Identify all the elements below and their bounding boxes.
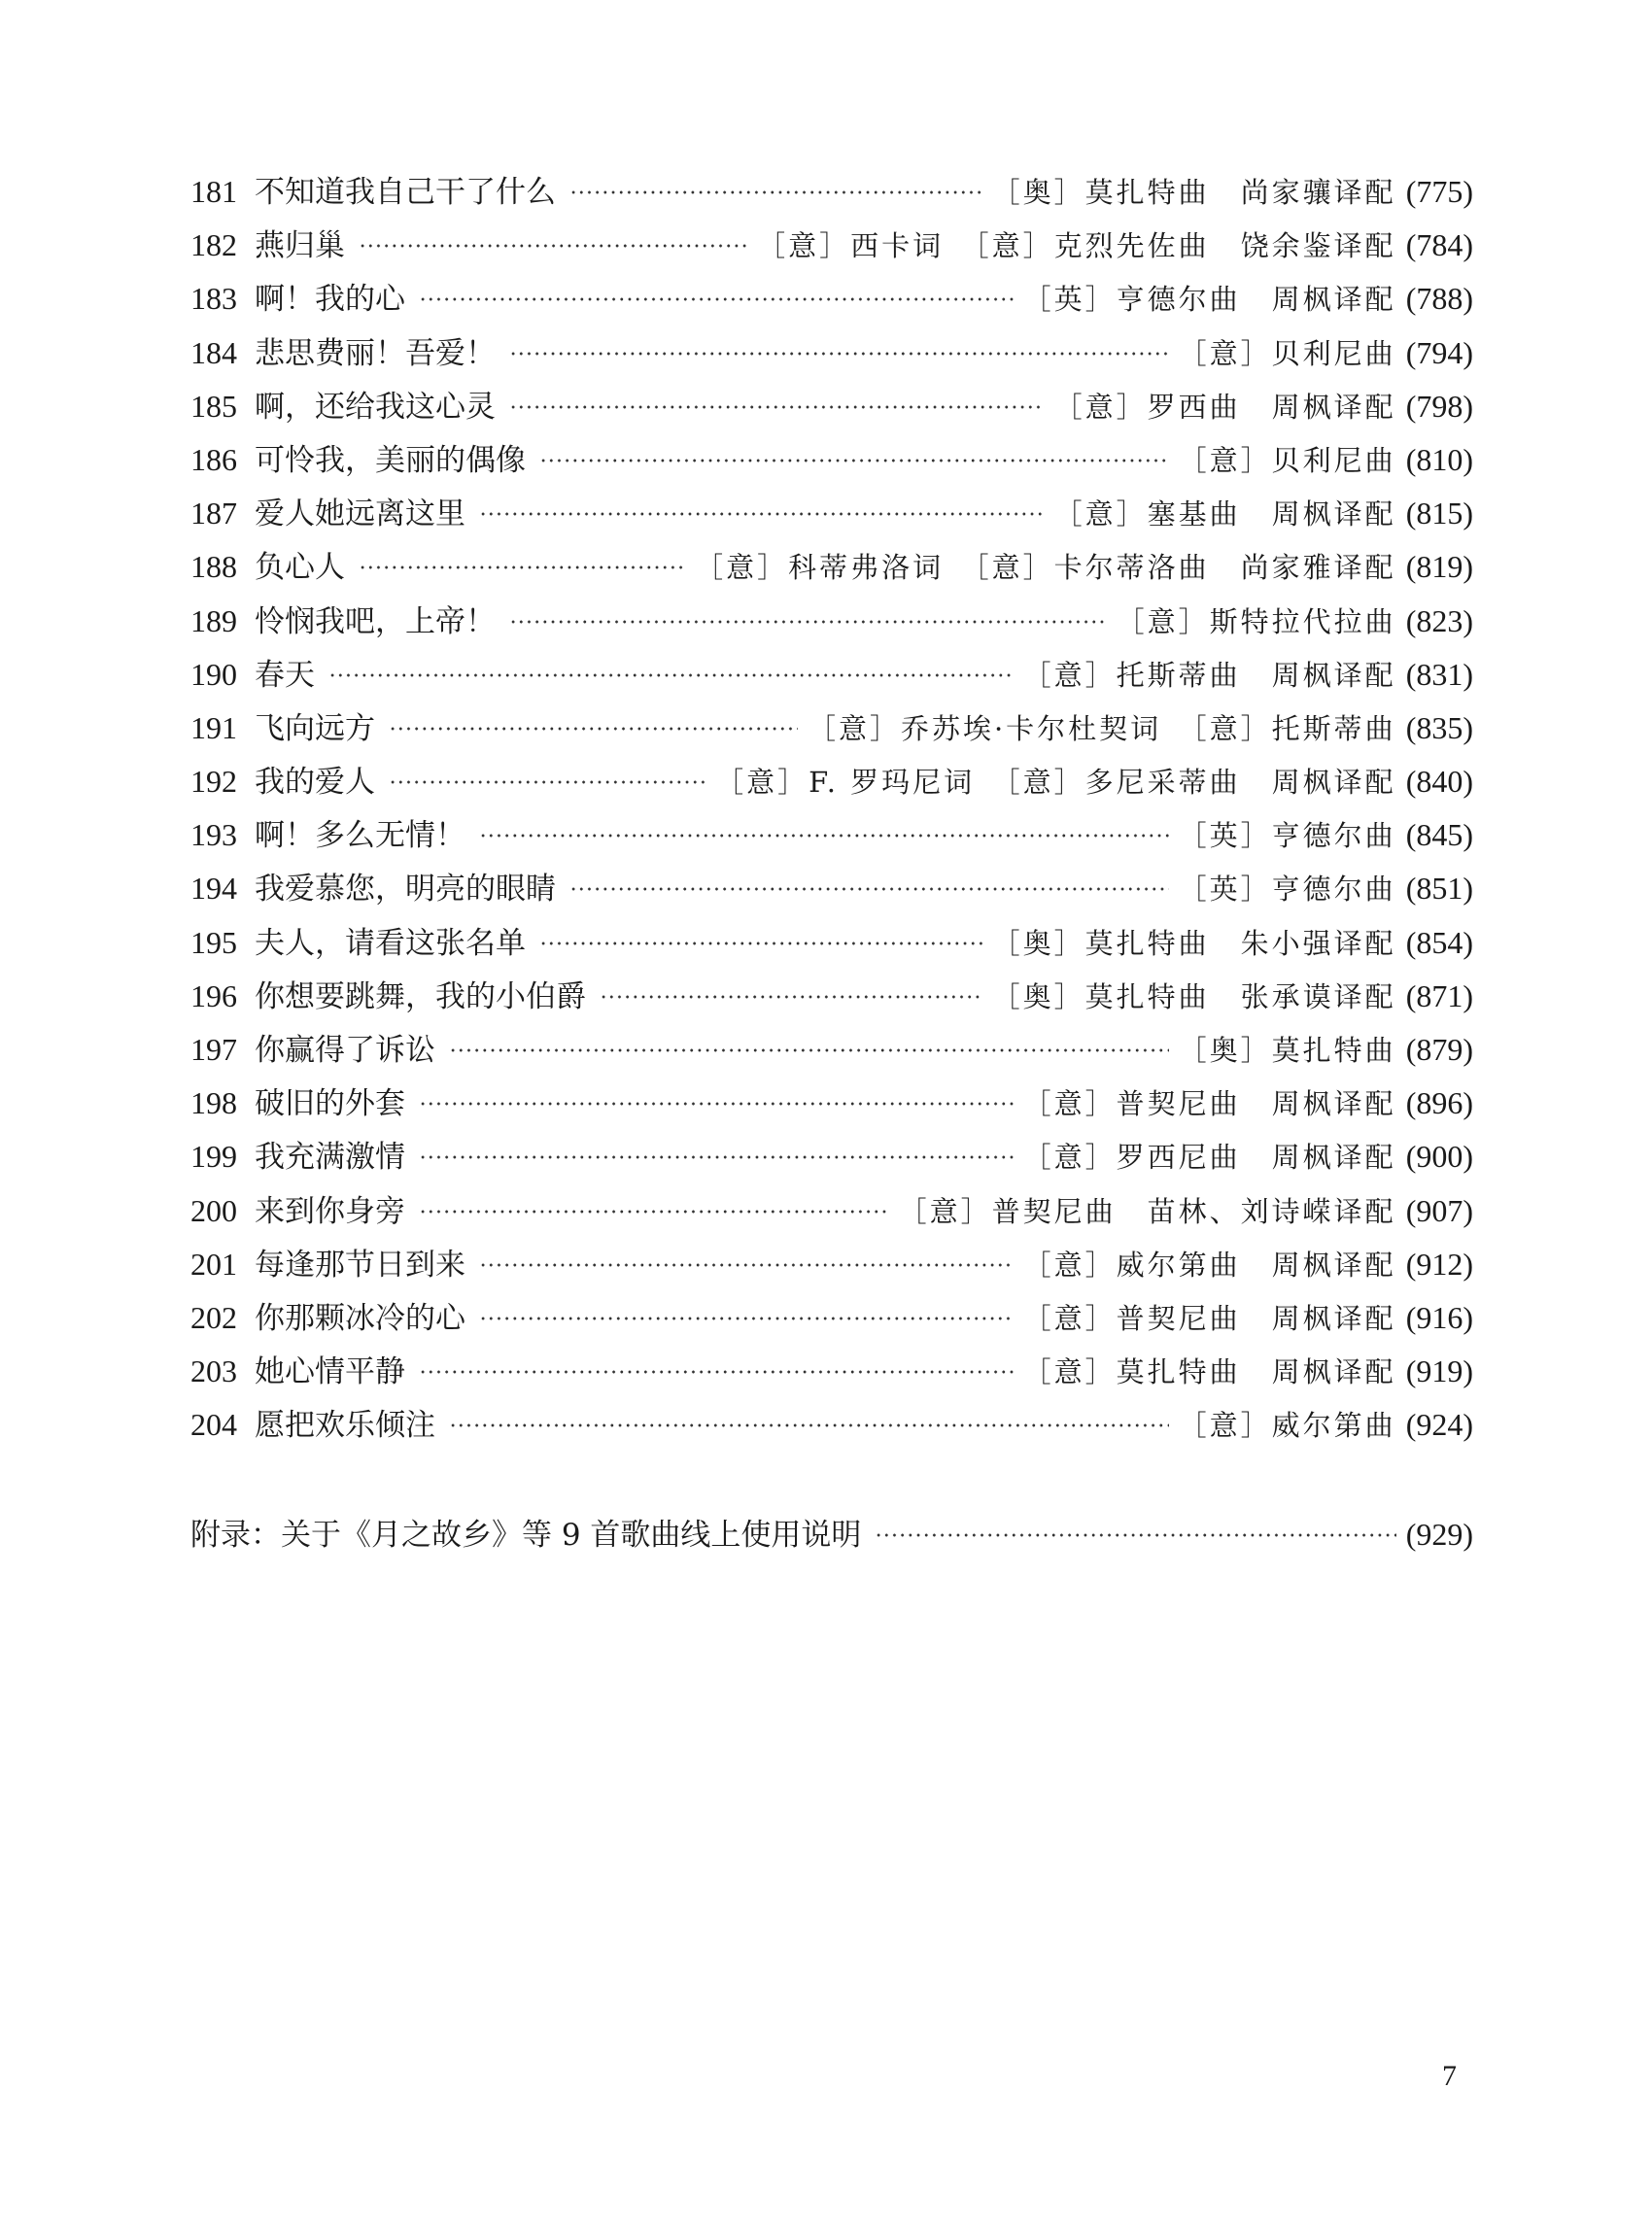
toc-entry — [190, 648, 1473, 702]
entry-title: 夫人，请看这张名单 — [255, 925, 526, 961]
entry-credit: ［英］亨德尔曲 — [1178, 819, 1396, 853]
toc-entry — [190, 1398, 1473, 1452]
toc-entry — [190, 1238, 1473, 1291]
entry-credit: ［意］普契尼曲 苗林、刘诗嵘译配 — [898, 1194, 1396, 1228]
entry-credit: ［意］威尔第曲 周枫译配 — [1022, 1248, 1396, 1282]
appendix-title: 附录：关于《月之故乡》等 9 首歌曲线上使用说明 — [190, 1518, 862, 1553]
toc-entry — [190, 808, 1473, 862]
entry-credit: ［奥］莫扎特曲 朱小强译配 — [991, 926, 1396, 960]
entry-credit: ［意］托斯蒂曲 周枫译配 — [1022, 658, 1396, 692]
dot-leader — [479, 1262, 1014, 1268]
entry-page: (840) — [1405, 764, 1473, 800]
dot-leader — [419, 1101, 1014, 1107]
entry-number: 198 — [190, 1085, 237, 1121]
entry-credit: ［意］贝利尼曲 — [1178, 443, 1396, 477]
dot-leader — [479, 833, 1169, 839]
entry-number: 191 — [190, 709, 237, 745]
entry-credit: ［意］罗西尼曲 周枫译配 — [1022, 1141, 1396, 1175]
dot-leader — [539, 941, 982, 946]
entry-number: 188 — [190, 549, 237, 585]
entry-title: 你赢得了诉讼 — [255, 1033, 435, 1068]
entry-page: (896) — [1405, 1085, 1473, 1121]
entry-page: (871) — [1405, 977, 1473, 1013]
dot-leader — [359, 243, 747, 249]
entry-credit: ［意］科蒂弗洛词 ［意］卡尔蒂洛曲 尚家雅译配 — [695, 551, 1396, 585]
entry-title: 来到你身旁 — [255, 1193, 405, 1229]
entry-title: 每逢那节日到来 — [255, 1247, 465, 1283]
entry-title: 可怜我，美丽的偶像 — [255, 442, 526, 478]
toc-entry — [190, 970, 1473, 1023]
entry-page: (784) — [1405, 227, 1473, 263]
entry-number: 194 — [190, 871, 237, 907]
toc-entry — [190, 487, 1473, 540]
entry-number: 202 — [190, 1299, 237, 1335]
entry-page: (810) — [1405, 441, 1473, 477]
entry-page: (823) — [1405, 602, 1473, 638]
entry-title: 不知道我自己干了什么 — [255, 175, 556, 210]
entry-page: (907) — [1405, 1192, 1473, 1228]
page-number: 7 — [1442, 2060, 1457, 2092]
entry-page: (854) — [1405, 924, 1473, 960]
entry-title: 啊！我的心 — [255, 282, 405, 318]
entry-number: 187 — [190, 496, 237, 531]
entry-credit: ［意］普契尼曲 周枫译配 — [1022, 1087, 1396, 1121]
entry-credit: ［意］斯特拉代拉曲 — [1116, 604, 1396, 638]
entry-page: (851) — [1405, 871, 1473, 907]
entry-number: 203 — [190, 1353, 237, 1389]
toc-entry — [190, 540, 1473, 594]
entry-number: 193 — [190, 817, 237, 853]
toc-entry — [190, 326, 1473, 380]
entry-number: 204 — [190, 1407, 237, 1443]
entry-title: 你想要跳舞，我的小伯爵 — [255, 978, 586, 1014]
entry-number: 184 — [190, 334, 237, 370]
toc-entry — [190, 862, 1473, 915]
entry-number: 201 — [190, 1246, 237, 1282]
entry-title: 飞向远方 — [255, 710, 375, 746]
dot-leader — [569, 886, 1169, 892]
entry-number: 197 — [190, 1032, 237, 1067]
appendix-page: (929) — [1405, 1517, 1473, 1552]
entry-credit: ［意］威尔第曲 — [1178, 1409, 1396, 1443]
entry-credit: ［意］莫扎特曲 周枫译配 — [1022, 1355, 1396, 1389]
dot-leader — [389, 779, 706, 785]
dot-leader — [539, 458, 1169, 463]
dot-leader — [509, 351, 1169, 357]
entry-title: 啊，还给我这心灵 — [255, 389, 496, 425]
entry-title: 悲思费丽！吾爱！ — [255, 335, 496, 371]
entry-page: (919) — [1405, 1353, 1473, 1389]
toc-entry — [190, 165, 1473, 219]
toc-entry — [190, 272, 1473, 325]
dot-leader — [419, 1154, 1014, 1160]
toc-entry — [190, 1508, 1473, 1561]
entry-title: 我充满激情 — [255, 1140, 405, 1176]
dot-leader — [419, 1369, 1014, 1375]
entry-page: (819) — [1405, 549, 1473, 585]
entry-credit: ［意］普契尼曲 周枫译配 — [1022, 1301, 1396, 1335]
toc-entry — [190, 1184, 1473, 1238]
toc-entry — [190, 380, 1473, 433]
entry-page: (831) — [1405, 656, 1473, 692]
entry-credit: ［奥］莫扎特曲 尚家骧译配 — [991, 176, 1396, 209]
toc-entry — [190, 1291, 1473, 1345]
entry-title: 愿把欢乐倾注 — [255, 1408, 435, 1444]
entry-credit: ［奥］莫扎特曲 张承谟译配 — [991, 979, 1396, 1013]
dot-leader — [509, 619, 1107, 625]
entry-number: 189 — [190, 602, 237, 638]
entry-credit: ［奥］莫扎特曲 — [1178, 1034, 1396, 1067]
toc-entry — [190, 595, 1473, 648]
dot-leader — [419, 296, 1014, 302]
entry-number: 185 — [190, 388, 237, 424]
entry-number: 186 — [190, 441, 237, 477]
entry-page: (794) — [1405, 334, 1473, 370]
entry-title: 我的爱人 — [255, 765, 375, 801]
dot-leader — [479, 1316, 1014, 1321]
entry-title: 啊！多么无情！ — [255, 818, 465, 854]
entry-credit: ［意］西卡词 ［意］克烈先佐曲 饶余鉴译配 — [757, 229, 1396, 263]
entry-page: (916) — [1405, 1299, 1473, 1335]
entry-title: 爱人她远离这里 — [255, 497, 465, 532]
entry-page: (788) — [1405, 281, 1473, 317]
entry-title: 破旧的外套 — [255, 1086, 405, 1122]
toc-entry — [190, 1077, 1473, 1130]
toc-entry — [190, 1130, 1473, 1183]
appendix-entry — [190, 1508, 1473, 1561]
entry-title: 负心人 — [255, 550, 345, 586]
entry-number: 195 — [190, 924, 237, 960]
dot-leader — [875, 1532, 1395, 1538]
entry-page: (924) — [1405, 1407, 1473, 1443]
table-of-contents — [190, 165, 1473, 1453]
entry-title: 春天 — [255, 657, 315, 693]
dot-leader — [328, 672, 1014, 678]
entry-credit: ［意］F. 罗玛尼词 ［意］多尼采蒂曲 周枫译配 — [715, 766, 1396, 800]
entry-page: (879) — [1405, 1032, 1473, 1067]
toc-entry — [190, 219, 1473, 272]
toc-entry — [190, 702, 1473, 755]
entry-page: (835) — [1405, 709, 1473, 745]
toc-entry — [190, 755, 1473, 808]
entry-title: 怜悯我吧，上帝！ — [255, 603, 496, 639]
entry-title: 你那颗冰冷的心 — [255, 1300, 465, 1336]
entry-credit: ［英］亨德尔曲 周枫译配 — [1022, 283, 1396, 317]
toc-entry — [190, 433, 1473, 487]
entry-title: 我爱慕您，明亮的眼睛 — [255, 872, 556, 908]
entry-title: 她心情平静 — [255, 1354, 405, 1390]
entry-number: 190 — [190, 656, 237, 692]
entry-number: 200 — [190, 1192, 237, 1228]
entry-credit: ［意］贝利尼曲 — [1178, 336, 1396, 370]
entry-credit: ［意］塞基曲 周枫译配 — [1053, 497, 1396, 531]
entry-page: (775) — [1405, 174, 1473, 209]
entry-credit: ［英］亨德尔曲 — [1178, 873, 1396, 907]
entry-number: 196 — [190, 977, 237, 1013]
dot-leader — [389, 726, 798, 732]
toc-entry — [190, 1023, 1473, 1077]
entry-number: 199 — [190, 1139, 237, 1175]
toc-entry — [190, 916, 1473, 970]
entry-page: (798) — [1405, 388, 1473, 424]
entry-credit: ［意］罗西曲 周枫译配 — [1053, 390, 1396, 424]
entry-credit: ［意］乔苏埃·卡尔杜契词 ［意］托斯蒂曲 — [807, 711, 1396, 745]
dot-leader — [479, 511, 1045, 517]
dot-leader — [600, 994, 982, 1000]
entry-page: (900) — [1405, 1139, 1473, 1175]
dot-leader — [509, 404, 1045, 410]
entry-page: (815) — [1405, 496, 1473, 531]
dot-leader — [449, 1422, 1169, 1428]
toc-entry — [190, 1345, 1473, 1398]
entry-title: 燕归巢 — [255, 228, 345, 264]
entry-number: 192 — [190, 764, 237, 800]
dot-leader — [359, 565, 685, 570]
entry-page: (912) — [1405, 1246, 1473, 1282]
dot-leader — [419, 1209, 889, 1215]
dot-leader — [569, 189, 982, 195]
dot-leader — [449, 1047, 1169, 1053]
entry-page: (845) — [1405, 817, 1473, 853]
entry-number: 182 — [190, 227, 237, 263]
entry-number: 183 — [190, 281, 237, 317]
entry-number: 181 — [190, 174, 237, 209]
